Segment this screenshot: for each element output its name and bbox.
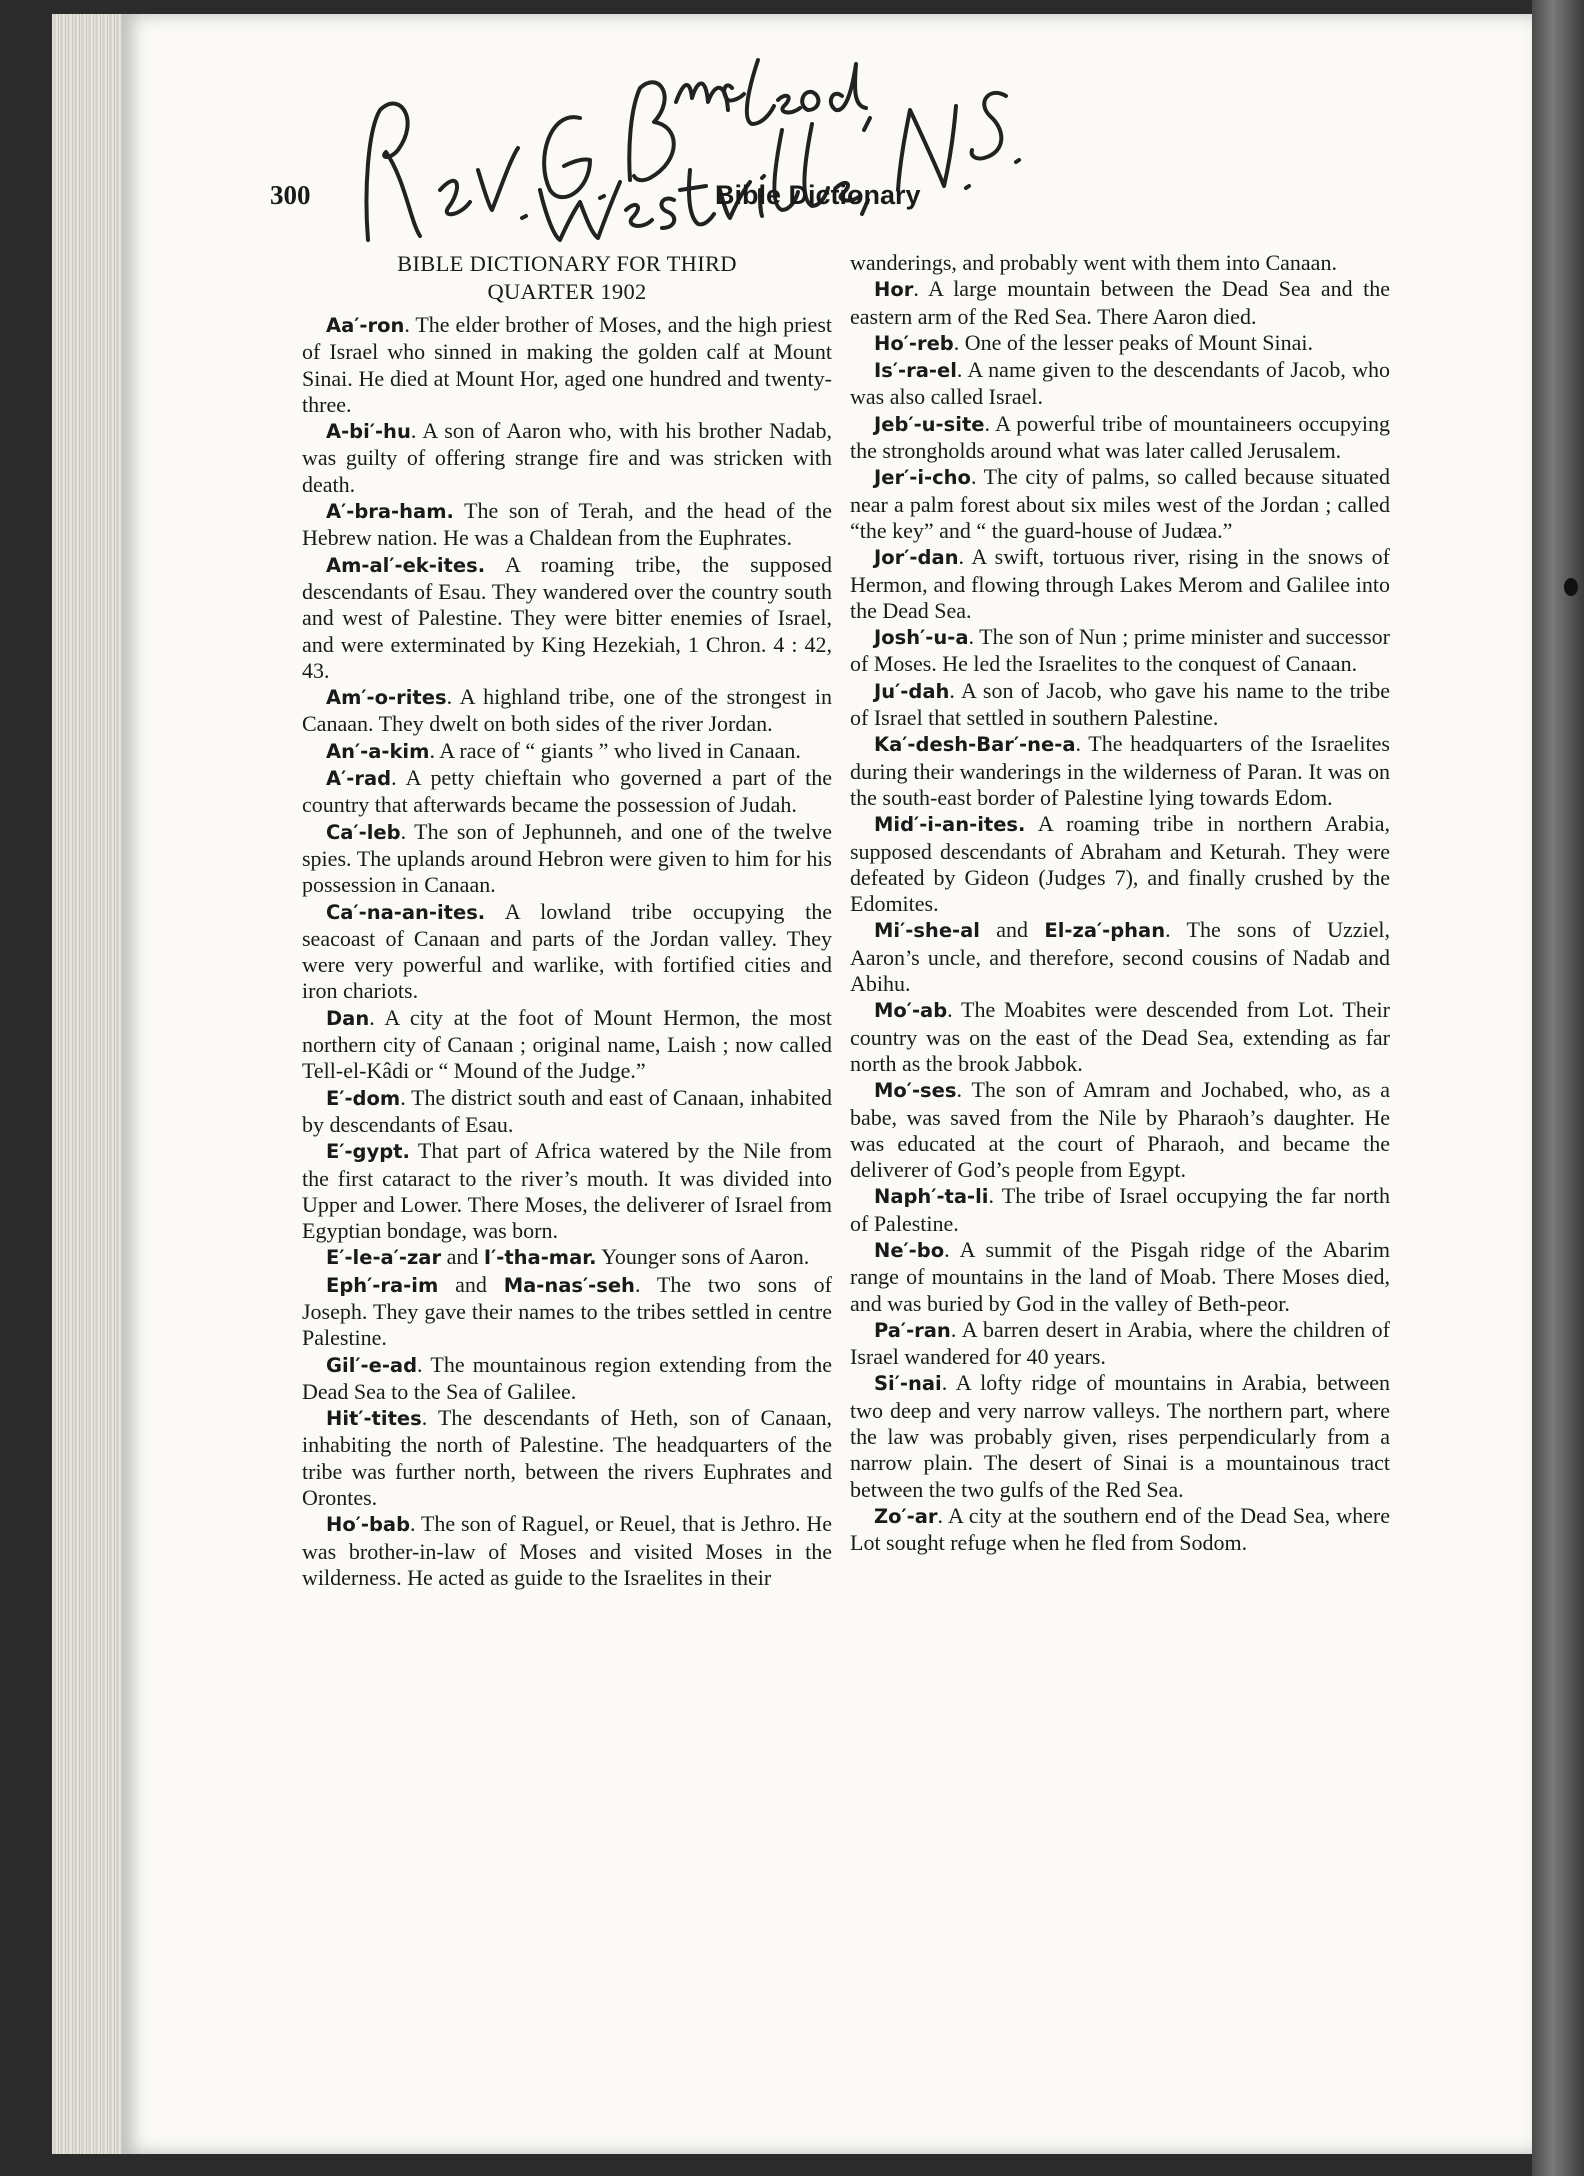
- entry-definition: . A highland tribe, one of the strongest in Canaan. They dwelt on both sides of the river Jordan.: [302, 684, 832, 737]
- dictionary-entry: [302, 1511, 832, 1591]
- entry-definition: . A city at the foot of Mount Hermon, the most northern city of Canaan ; original name, Laish ; now called Tell-el-Kâdi or “ Mound of the Judge.”: [302, 1004, 832, 1084]
- entry-definition: . A large mountain between the Dead Sea and the eastern arm of the Red Sea. There Aaron died.: [850, 276, 1390, 329]
- dictionary-entry: [302, 899, 832, 1005]
- entry-continuation: wanderings, and probably went with them into Canaan.: [850, 250, 1337, 275]
- entry-definition: . A city at the southern end of the Dead Sea, where Lot sought refuge when he fled from Sodom.: [850, 1502, 1390, 1556]
- dictionary-entry: [302, 418, 832, 498]
- entry-term: E′-dom: [326, 1086, 401, 1110]
- entry-definition: . The descendants of Heth, son of Canaan, inhabiting the north of Palestine. The headquarters of the tribe was further north, between the rivers Euphrates and Orontes.: [302, 1405, 832, 1511]
- left-entries: [302, 312, 832, 1591]
- entry-term: A′-bra-ham.: [326, 500, 454, 524]
- dictionary-entry: [850, 1370, 1390, 1502]
- entry-term: Ho′-bab: [326, 1513, 411, 1537]
- entry-term: Is′-ra-el: [874, 359, 957, 383]
- entry-definition: A lowland tribe occupying the seacoast of Canaan and parts of the Jordan valley. They were very powerful and warlike, with fortified cities and iron chariots.: [302, 898, 832, 1004]
- dictionary-entry: [850, 811, 1390, 917]
- dictionary-entry: [302, 1405, 832, 1511]
- entry-term: Mo′-ses: [874, 1079, 957, 1103]
- entry-term: Hor: [874, 278, 914, 302]
- entry-term: Ju′-dah: [874, 679, 950, 703]
- entry-definition: . The headquarters of the Israelites during their wanderings in the wilderness of Paran. It was on the south-east border of Palestine lying towards Edom.: [850, 731, 1390, 810]
- entry-definition: . The district south and east of Canaan, inhabited by descendants of Esau.: [302, 1084, 832, 1137]
- entry-term: E′-gypt.: [326, 1140, 410, 1164]
- entry-definition: and: [979, 917, 1045, 943]
- dictionary-entry: [850, 1183, 1390, 1237]
- entry-definition: . The son of Jephunneh, and one of the twelve spies. The uplands around Hebron were given to him for his possession in Canaan.: [302, 818, 832, 898]
- entry-term: Ho′-reb: [874, 331, 954, 355]
- entry-term: Dan: [326, 1006, 370, 1030]
- entry-definition: . A petty chieftain who governed a part of the country that afterwards became the possession of Judah.: [302, 765, 832, 818]
- left-column: [302, 250, 832, 1591]
- entry-term: Jeb′-u-site: [874, 412, 985, 436]
- book-page-edges: [52, 14, 132, 2154]
- page-number: 300: [270, 180, 311, 210]
- entry-term: Hit′-tites: [326, 1407, 422, 1431]
- right-entries: [850, 276, 1390, 1556]
- entry-term: Ca′-leb: [326, 820, 401, 844]
- dictionary-entry: [302, 684, 832, 738]
- section-title-line-1: BIBLE DICTIONARY FOR THIRD: [397, 251, 737, 276]
- dictionary-entry: [850, 464, 1390, 544]
- entry-term: Am′-o-rites: [326, 686, 447, 710]
- dictionary-entry: [302, 1272, 832, 1352]
- dictionary-entry: [302, 738, 832, 765]
- entry-definition: . A son of Aaron who, with his brother Nadab, was guilty of offering strange fire and was stricken with death.: [302, 418, 832, 497]
- entry-definition: The son of Terah, and the head of the Hebrew nation. He was a Chaldean from the Euphrates.: [302, 498, 832, 551]
- entry-definition: . A powerful tribe of mountaineers occupying the strongholds around what was later called Jerusalem.: [850, 410, 1390, 464]
- handwritten-signature: [350, 40, 1050, 260]
- entry-definition: . One of the lesser peaks of Mount Sinai.: [953, 329, 1314, 355]
- entry-term: Gil′-e-ad: [326, 1353, 418, 1377]
- scan-right-margin: [1532, 0, 1584, 2176]
- dictionary-entry: [850, 276, 1390, 330]
- entry-term: Eph′-ra-im: [326, 1273, 439, 1297]
- entry-term: E′-le-a′-zar: [326, 1246, 442, 1270]
- ink-dot-mark: [1564, 578, 1578, 596]
- dictionary-entry: [302, 819, 832, 899]
- entry-definition: . A lofty ridge of mountains in Arabia, between two deep and very narrow valleys. The northern part, where the law was probably given, rises perpendicularly from a narrow plain. The desert of Sinai is a mountainous tract between the two gulfs of the Red Sea.: [850, 1370, 1390, 1502]
- entry-definition: A roaming tribe, the supposed descendants of Esau. They wandered over the country south and west of Palestine. They were bitter enemies of Israel, and were exterminated by King Hezekiah, 1 Chron. 4 : 42, 43.: [302, 551, 832, 683]
- entry-term: Am-al′-ek-ites.: [326, 553, 486, 577]
- entry-definition: . A summit of the Pisgah ridge of the Abarim range of mountains in the land of Moab. There Moses died, and was buried by God in the valley of Beth-peor.: [850, 1236, 1390, 1316]
- dictionary-entry: [850, 1317, 1390, 1371]
- dictionary-entry: [850, 357, 1390, 411]
- entry-definition: . The city of palms, so called because situated near a palm forest about six miles west of the Jordan ; called “the key” and “ the guard-house of Judæa.”: [850, 464, 1390, 543]
- dictionary-entry: [302, 1085, 832, 1139]
- entry-term: Mid′-i-an-ites.: [874, 813, 1026, 837]
- dictionary-entry: [850, 678, 1390, 732]
- entry-definition: . A son of Jacob, who gave his name to the tribe of Israel that settled in southern Palestine.: [850, 677, 1390, 731]
- entry-definition: and: [438, 1271, 504, 1297]
- dictionary-entry: [302, 1244, 832, 1271]
- dictionary-entry: [302, 1352, 832, 1406]
- entry-definition: . The elder brother of Moses, and the high priest of Israel who sinned in making the golden calf at Mount Sinai. He died at Mount Hor, aged one hundred and twenty-three.: [302, 312, 832, 417]
- entry-definition: . A swift, tortuous river, rising in the snows of Hermon, and flowing through Lakes Merom and Galilee into the Dead Sea.: [850, 544, 1390, 623]
- dictionary-entry: [850, 411, 1390, 465]
- entry-term: Zo′-ar: [874, 1504, 938, 1528]
- entry-term: Mo′-ab: [874, 999, 948, 1023]
- dictionary-entry: [302, 1138, 832, 1244]
- entry-definition: . The son of Raguel, or Reuel, that is Jethro. He was brother-in-law of Moses and visited Moses in the wilderness. He acted as guide to the Israelites in their: [302, 1511, 832, 1590]
- entry-definition: That part of Africa watered by the Nile from the first cataract to the river’s mouth. It was divided into Upper and Lower. There Moses, the deliverer of Israel from Egyptian bondage, was born.: [302, 1138, 832, 1244]
- entry-term: Ne′-bo: [874, 1238, 945, 1262]
- running-head: Bible Dictionary: [715, 180, 921, 210]
- entry-term: An′-a-kim: [326, 739, 430, 763]
- dictionary-entry: [850, 917, 1390, 997]
- dictionary-entry: [850, 731, 1390, 811]
- entry-term: A′-rad: [326, 767, 392, 791]
- entry-definition: . The son of Amram and Jochabed, who, as a babe, was saved from the Nile by Pharaoh’s daughter. He was educated at the court of Pharaoh, and became the deliverer of God’s people from Egypt.: [850, 1077, 1390, 1183]
- dictionary-entry: [850, 1077, 1390, 1183]
- dictionary-entry: [302, 765, 832, 819]
- entry-definition: . The son of Nun ; prime minister and successor of Moses. He led the Israelites to the conquest of Canaan.: [850, 624, 1390, 677]
- entry-term: El-za′-phan: [1044, 919, 1166, 943]
- dictionary-entry: [850, 544, 1390, 624]
- entry-definition: . A race of “ giants ” who lived in Canaan.: [429, 737, 801, 763]
- entry-definition: Younger sons of Aaron.: [596, 1244, 810, 1270]
- entry-term: Josh′-u-a: [874, 626, 969, 650]
- entry-definition: . The tribe of Israel occupying the far north of Palestine.: [850, 1183, 1390, 1236]
- entry-term: Aa′-ron: [326, 314, 405, 337]
- entry-term: Jer′-i-cho: [874, 466, 971, 490]
- entry-definition: . The mountainous region extending from the Dead Sea to the Sea of Galilee.: [302, 1351, 832, 1404]
- entry-term: Naph′-ta-li: [874, 1185, 989, 1209]
- entry-term: Si′-nai: [874, 1372, 942, 1396]
- dictionary-entry: [302, 312, 832, 418]
- entry-term: Ka′-desh-Bar′-ne-a: [874, 733, 1076, 757]
- entry-term: Mi′-she-al: [874, 919, 980, 943]
- entry-term: Ca′-na-an-ites.: [326, 900, 486, 924]
- entry-definition: . A name given to the descendants of Jacob, who was also called Israel.: [850, 357, 1390, 410]
- dictionary-entry: [850, 330, 1390, 357]
- dictionary-entry: [850, 997, 1390, 1077]
- right-column: [850, 250, 1390, 1557]
- dictionary-entry: [302, 552, 832, 684]
- entry-term: A-bi′-hu: [326, 420, 411, 444]
- dictionary-entry: [850, 1503, 1390, 1557]
- entry-definition: . The sons of Uzziel, Aaron’s uncle, and therefore, second cousins of Nadab and Abihu.: [850, 917, 1390, 997]
- entry-term: Jor′-dan: [874, 546, 959, 570]
- dictionary-entry: [302, 1005, 832, 1085]
- entry-term: Ma-nas′-seh: [503, 1273, 635, 1297]
- entry-term: I′-tha-mar.: [483, 1246, 597, 1270]
- entry-definition: . The Moabites were descended from Lot. Their country was on the east of the Dead Sea, extending as far north as the brook Jabbok.: [850, 997, 1390, 1076]
- section-title-line-2: QUARTER 1902: [487, 279, 647, 304]
- dictionary-entry: [302, 498, 832, 552]
- entry-definition: . A barren desert in Arabia, where the children of Israel wandered for 40 years.: [850, 1316, 1390, 1370]
- entry-definition: . The two sons of Joseph. They gave their names to the tribes settled in centre Palestine.: [302, 1271, 832, 1351]
- entry-term: Pa′-ran: [874, 1318, 951, 1342]
- section-title: [302, 250, 832, 306]
- dictionary-entry: [850, 624, 1390, 678]
- dictionary-entry: [850, 1237, 1390, 1317]
- entry-definition: A roaming tribe in northern Arabia, supposed descendants of Abraham and Keturah. They were defeated by Gideon (Judges 7), and finally crushed by the Edomites.: [850, 811, 1390, 917]
- entry-definition: and: [441, 1244, 484, 1270]
